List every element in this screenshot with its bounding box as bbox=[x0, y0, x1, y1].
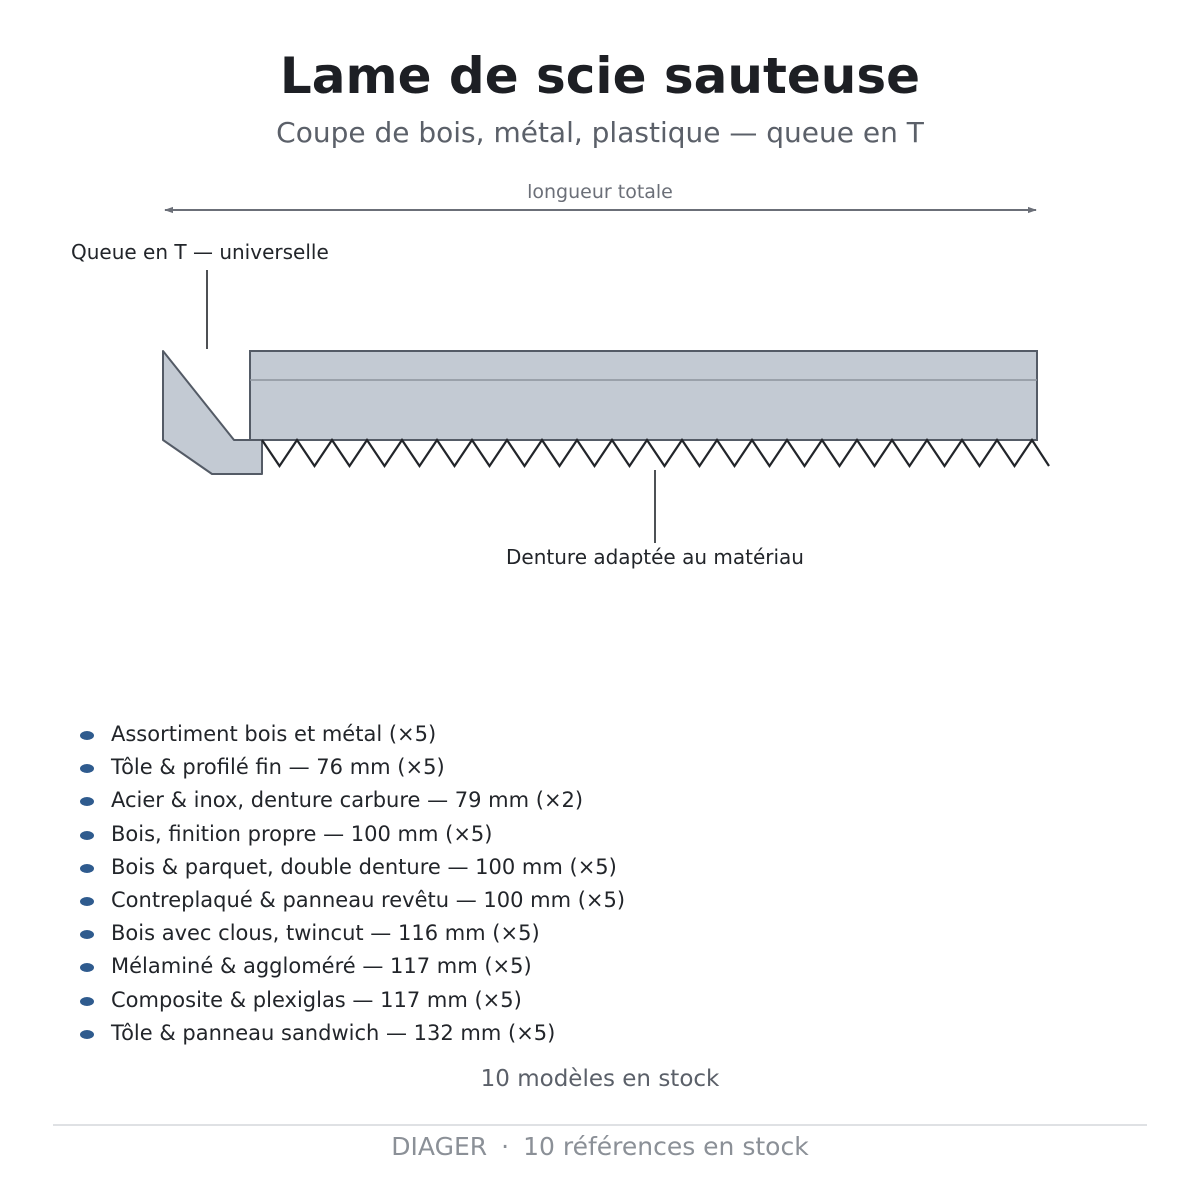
bullet-icon bbox=[80, 731, 94, 740]
model-list-item bbox=[78, 950, 625, 983]
model-label: Mélaminé & aggloméré — 117 mm (×5) bbox=[111, 954, 532, 979]
model-label: Contreplaqué & panneau revêtu — 100 mm (×5) bbox=[111, 887, 626, 912]
footer-brand: DIAGER bbox=[391, 1132, 488, 1161]
model-list-item bbox=[78, 984, 625, 1017]
page-title: Lame de scie sauteuse bbox=[279, 47, 921, 105]
model-list-item bbox=[78, 1017, 625, 1050]
stock-summary: 10 modèles en stock bbox=[480, 1066, 720, 1092]
model-list-item bbox=[78, 784, 625, 817]
bullet-icon bbox=[80, 764, 94, 773]
model-label: Acier & inox, denture carbure — 79 mm (×2) bbox=[111, 788, 584, 813]
model-list-item bbox=[78, 818, 625, 851]
bullet-icon bbox=[80, 997, 94, 1006]
model-label: Assortiment bois et métal (×5) bbox=[111, 722, 437, 746]
bullet-icon bbox=[80, 897, 94, 906]
model-list-item bbox=[78, 751, 625, 784]
length-label: longueur totale bbox=[527, 181, 673, 203]
footer-separator: · bbox=[501, 1132, 510, 1161]
model-label: Bois, finition propre — 100 mm (×5) bbox=[111, 821, 493, 846]
model-label: Bois & parquet, double denture — 100 mm (×5) bbox=[111, 854, 617, 879]
model-label: Composite & plexiglas — 117 mm (×5) bbox=[111, 987, 522, 1012]
footer-references: 10 références en stock bbox=[523, 1132, 809, 1161]
model-list-item bbox=[78, 884, 625, 917]
model-label: Tôle & panneau sandwich — 132 mm (×5) bbox=[111, 1020, 556, 1045]
bullet-icon bbox=[80, 930, 94, 939]
bullet-icon bbox=[80, 864, 94, 873]
t-shank bbox=[163, 351, 262, 474]
bullet-icon bbox=[80, 797, 94, 806]
bullet-icon bbox=[80, 1030, 94, 1039]
blade-teeth bbox=[262, 440, 1049, 466]
model-list-item bbox=[78, 851, 625, 884]
shank-label: Queue en T — universelle bbox=[71, 240, 329, 264]
model-list bbox=[78, 718, 625, 1050]
bullet-icon bbox=[80, 831, 94, 840]
model-list-item bbox=[78, 718, 625, 751]
footer bbox=[0, 1131, 1200, 1163]
page-subtitle: Coupe de bois, métal, plastique — queue en T bbox=[276, 116, 924, 149]
blade-body bbox=[250, 351, 1037, 440]
bullet-icon bbox=[80, 963, 94, 972]
footer-divider bbox=[53, 1124, 1147, 1126]
teeth-label: Denture adaptée au matériau bbox=[506, 545, 804, 569]
model-list-item bbox=[78, 917, 625, 950]
model-label: Bois avec clous, twincut — 116 mm (×5) bbox=[111, 921, 540, 946]
model-label: Tôle & profilé fin — 76 mm (×5) bbox=[111, 755, 445, 780]
